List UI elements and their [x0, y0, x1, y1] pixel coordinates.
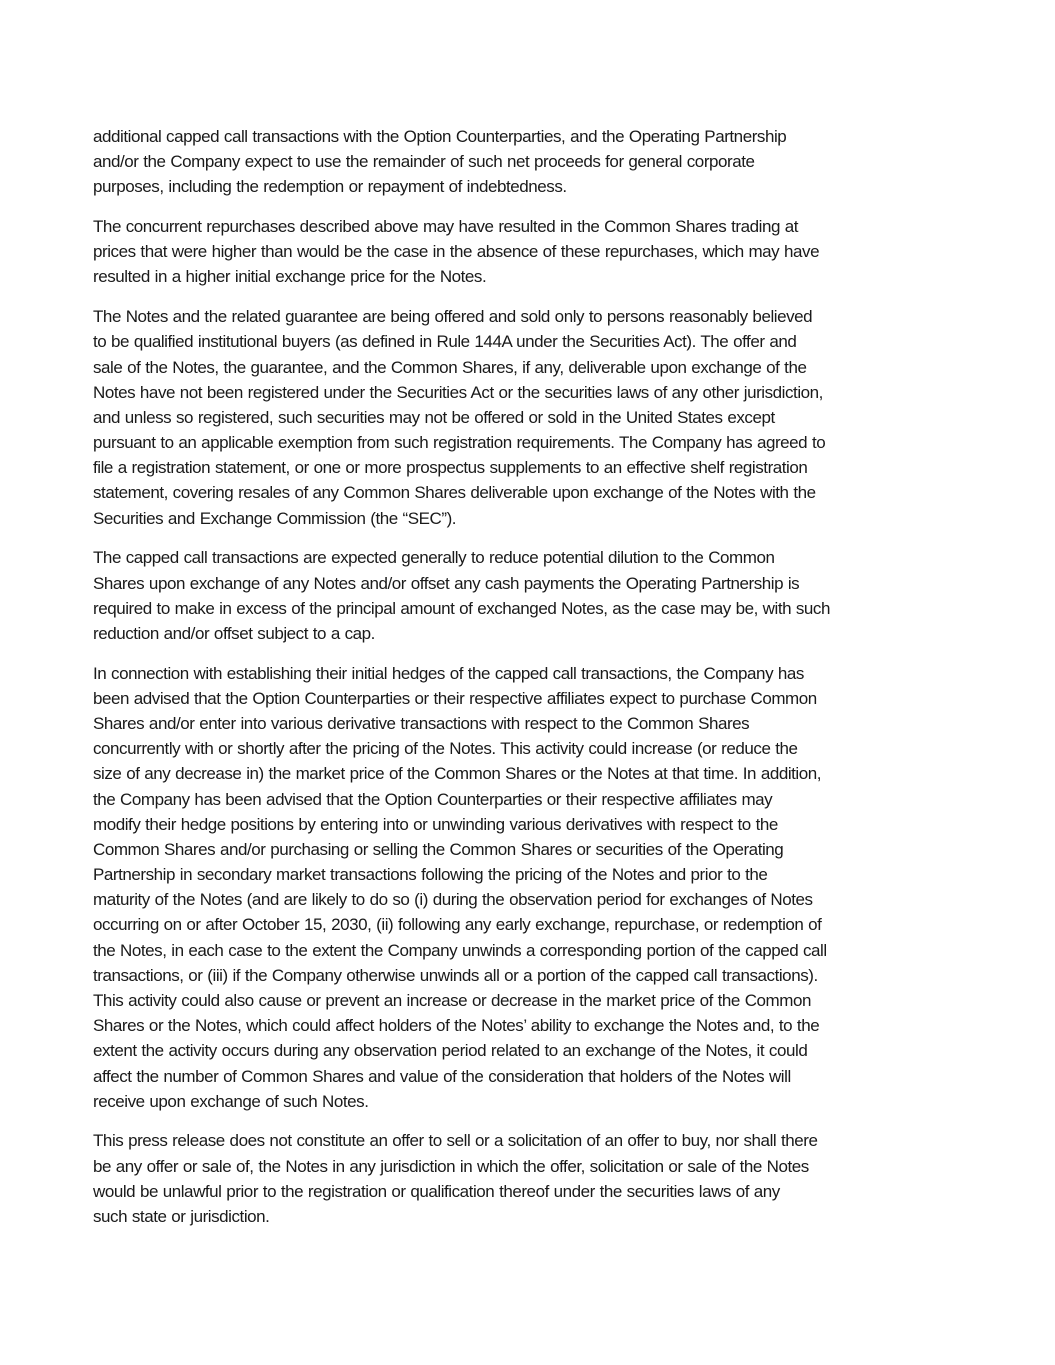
text-line: and unless so registered, such securities may not be offered or sold in the United States except: [93, 407, 775, 427]
paragraph-disclaimer: [93, 1128, 963, 1229]
text-line: file a registration statement, or one or more prospectus supplements to an effective shelf registration: [93, 458, 808, 478]
text-line: be any offer or sale of, the Notes in any jurisdiction in which the offer, solicitation or sale of the Notes: [93, 1156, 809, 1176]
text-line: reduction and/or offset subject to a cap.: [93, 623, 375, 643]
text-line: Partnership in secondary market transactions following the pricing of the Notes and prior to the: [93, 865, 768, 885]
text-line: The capped call transactions are expected generally to reduce potential dilution to the Common: [93, 548, 775, 568]
text-line: The Notes and the related guarantee are being offered and sold only to persons reasonably believed: [93, 307, 813, 327]
text-line: The concurrent repurchases described above may have resulted in the Common Shares trading at: [93, 217, 798, 237]
text-line: concurrently with or shortly after the pricing of the Notes. This activity could increase (or reduce the: [93, 739, 798, 759]
text-line: This press release does not constitute an offer to sell or a solicitation of an offer to buy, nor shall there: [93, 1131, 818, 1151]
text-line: modify their hedge positions by entering into or unwinding various derivatives with respect to the: [93, 814, 778, 834]
text-line: sale of the Notes, the guarantee, and the Common Shares, if any, deliverable upon exchange of the: [93, 357, 807, 377]
text-line: purposes, including the redemption or repayment of indebtedness.: [93, 177, 567, 197]
text-line: Shares and/or enter into various derivative transactions with respect to the Common Shares: [93, 713, 750, 733]
paragraph-offering-restrictions: [93, 304, 963, 531]
text-line: would be unlawful prior to the registration or qualification thereof under the securities laws of any: [93, 1181, 780, 1201]
text-line: occurring on or after October 15, 2030, (ii) following any early exchange, repurchase, or redemption of: [93, 915, 822, 935]
text-line: additional capped call transactions with the Option Counterparties, and the Operating Partnership: [93, 127, 787, 146]
text-line: and/or the Company expect to use the remainder of such net proceeds for general corporate: [93, 152, 755, 172]
text-line: affect the number of Common Shares and value of the consideration that holders of the Notes will: [93, 1066, 791, 1086]
text-line: been advised that the Option Counterparties or their respective affiliates expect to purchase Common: [93, 688, 817, 708]
text-line: This activity could also cause or prevent an increase or decrease in the market price of the Common: [93, 991, 811, 1010]
text-line: transactions, or (iii) if the Company otherwise unwinds all or a portion of the capped call transactions).: [93, 965, 818, 985]
text-line: Shares upon exchange of any Notes and/or offset any cash payments the Operating Partnership is: [93, 573, 800, 593]
paragraph-concurrent-repurchases: [93, 214, 963, 290]
text-line: receive upon exchange of such Notes.: [93, 1091, 369, 1111]
text-line: statement, covering resales of any Common Shares deliverable upon exchange of the Notes with the: [93, 483, 816, 503]
text-line: In connection with establishing their initial hedges of the capped call transactions, the Company has: [93, 663, 804, 683]
paragraph-use-of-proceeds: [93, 124, 963, 200]
text-line: the Notes, in each case to the extent the Company unwinds a corresponding portion of the capped call: [93, 940, 827, 960]
text-line: Shares or the Notes, which could affect holders of the Notes’ ability to exchange the Notes and, to the: [93, 1016, 820, 1036]
text-line: prices that were higher than would be the case in the absence of these repurchases, which may have: [93, 242, 820, 262]
text-line: Common Shares and/or purchasing or selling the Common Shares or securities of the Operating: [93, 839, 784, 859]
text-line: the Company has been advised that the Option Counterparties or their respective affiliates may: [93, 789, 773, 809]
paragraph-hedging-activity: [93, 661, 963, 1114]
text-line: Securities and Exchange Commission (the “SEC”).: [93, 508, 457, 528]
text-line: to be qualified institutional buyers (as defined in Rule 144A under the Securities Act). The offer and: [93, 332, 797, 352]
text-line: such state or jurisdiction.: [93, 1207, 270, 1226]
text-line: extent the activity occurs during any observation period related to an exchange of the Notes, it could: [93, 1041, 808, 1061]
text-line: maturity of the Notes (and are likely to do so (i) during the observation period for exchanges of Notes: [93, 890, 813, 910]
document-page: [93, 124, 963, 1244]
paragraph-capped-call-purpose: [93, 545, 963, 646]
text-line: required to make in excess of the principal amount of exchanged Notes, as the case may be, with such: [93, 598, 830, 618]
text-line: Notes have not been registered under the Securities Act or the securities laws of any other jurisdiction,: [93, 382, 823, 402]
text-line: size of any decrease in) the market price of the Common Shares or the Notes at that time. In addition,: [93, 764, 822, 784]
text-line: pursuant to an applicable exemption from such registration requirements. The Company has agreed to: [93, 433, 826, 453]
text-line: resulted in a higher initial exchange price for the Notes.: [93, 267, 487, 287]
